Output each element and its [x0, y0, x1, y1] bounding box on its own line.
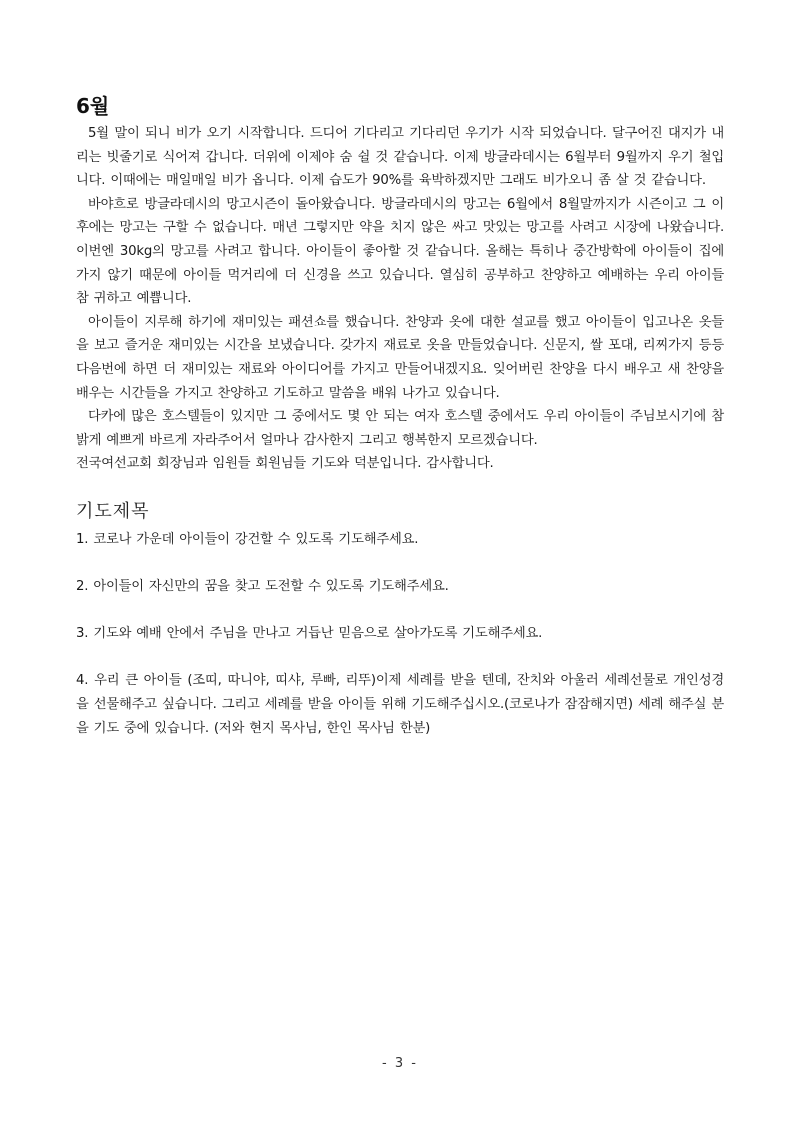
paragraph-mango-season: 바야흐로 방글라데시의 망고시즌이 돌아왔습니다. 방글라데시의 망고는 6월에서 8월말까지가 시즌이고 그 이후에는 망고는 구할 수 없습니다. 매년 그렇지만 약을 치지 않은 싸고 맛있는 망고를 사려고 시장에 나왔습니다. 이번엔 30kg의 망고를 사려고 합니다. 아이들이 좋아할 것 같습니다. 올해는 특히나 중간방학에 아이들이 집에 가지 않기 때문에 아이들 먹거리에 더 신경을 쓰고 있습니다. 열심히 공부하고 찬양하고 예배하는 우리 아이들 참 귀하고 예쁩니다.: [76, 196, 724, 307]
prayer-section-title: 기도제목: [76, 500, 150, 522]
document-page: [76, 92, 724, 764]
month-title: 6월: [76, 94, 110, 118]
paragraph-rainy-season: 5월 말이 되니 비가 오기 시작합니다. 드디어 기다리고 기다리던 우기가 시작 되었습니다. 달구어진 대지가 내리는 빗줄기로 식어져 갑니다. 더위에 이제야 숨 쉴 것 같습니다. 이제 방글라데시는 6월부터 9월까지 우기 철입니다. 이때에는 매일매일 비가 옵니다. 이제 습도가 90%를 육박하겠지만 그래도 비가오니 좀 살 것 같습니다.: [76, 126, 724, 189]
prayer-item: 2. 아이들이 자신만의 꿈을 찾고 도전할 수 있도록 기도해주세요.: [76, 579, 449, 595]
page-number: - 3 -: [382, 1056, 418, 1071]
prayer-item: 3. 기도와 예배 안에서 주님을 만나고 거듭난 믿음으로 살아가도록 기도해주세요.: [76, 626, 543, 642]
paragraph-hostel: 다카에 많은 호스텔들이 있지만 그 중에서도 몇 안 되는 여자 호스텔 중에서도 우리 아이들이 주님보시기에 참 밝게 예쁘게 바르게 자라주어서 얼마나 감사한지 그리고 행복한지 모르겠습니다.: [76, 409, 724, 448]
prayer-list: [76, 528, 724, 740]
prayer-item: 1. 코로나 가운데 아이들이 강건할 수 있도록 기도해주세요.: [76, 531, 419, 547]
closing-thanks: 전국여선교회 회장님과 임원들 회원님들 기도와 덕분입니다. 감사합니다.: [76, 456, 494, 472]
paragraph-fashion-show: 아이들이 지루해 하기에 재미있는 패션쇼를 했습니다. 찬양과 옷에 대한 설교를 했고 아이들이 입고나온 옷들을 보고 즐거운 재미있는 시간을 보냈습니다. 갖가지 재료로 옷을 만들었습니다. 신문지, 쌀 포대, 리찌가지 등등 다음번에 하면 더 재미있는 재료와 아이디어를 가지고 만들어내겠지요. 잊어버린 찬양을 다시 배우고 새 찬양을 배우는 시간들을 가지고 찬양하고 기도하고 말씀을 배워 나가고 있습니다.: [76, 314, 724, 401]
body-text: [76, 122, 724, 476]
prayer-item: 4. 우리 큰 아이들 (조띠, 따니야, 띠샤, 루빠, 리뚜)이제 세례를 받을 텐데, 잔치와 아울러 세례선물로 개인성경을 선물해주고 싶습니다. 그리고 세례를 받을 아이들 위해 기도해주십시오.(코로나가 잠잠해지면) 세례 해주실 분을 기도 중에 있습니다. (저와 현지 목사님, 한인 목사님 한분): [76, 673, 724, 736]
